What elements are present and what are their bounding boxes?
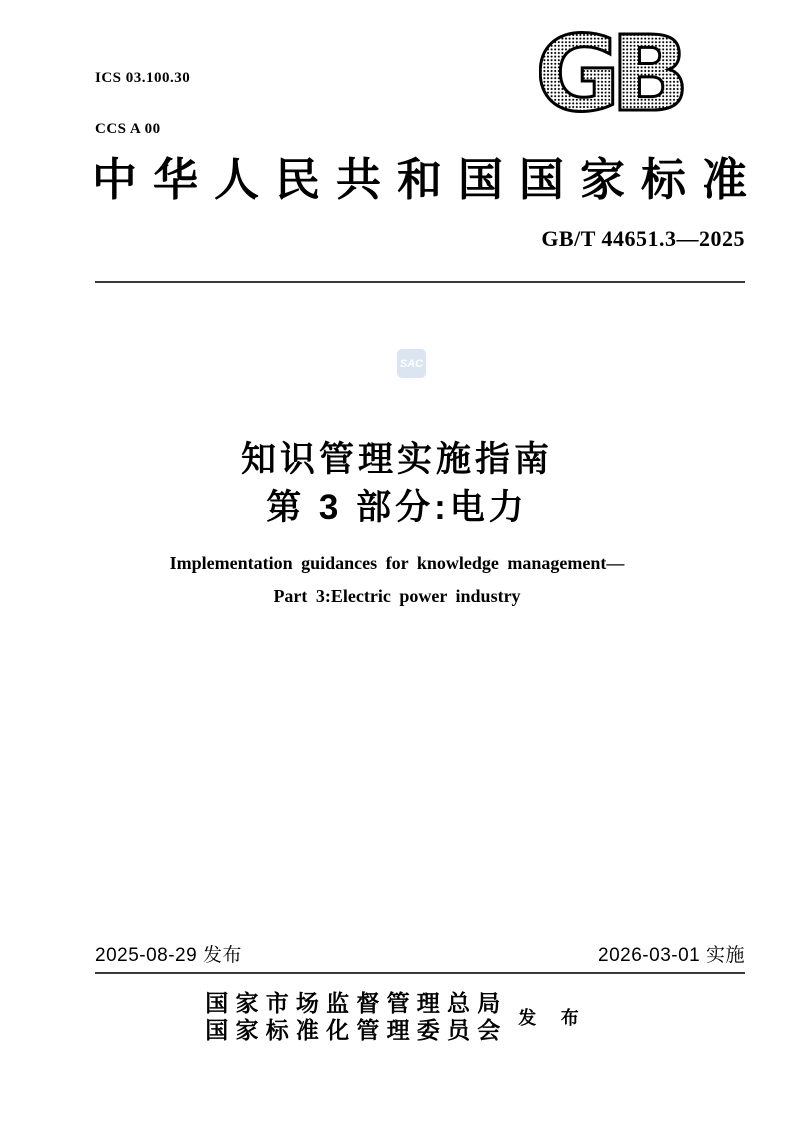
- publisher-line1: 国家市场监督管理总局: [205, 991, 501, 1016]
- sac-watermark: [397, 349, 426, 378]
- standard-number: GB/T 44651.3—2025: [541, 226, 745, 251]
- gb-logo: [539, 26, 707, 123]
- national-standard-title: 中华人民共和国国家标准: [92, 155, 747, 205]
- top-divider: [95, 281, 745, 283]
- gb-logo-glyph: GB: [539, 26, 680, 118]
- doc-title-cn-line2: 第 3 部分:电力: [266, 488, 528, 527]
- ccs-code: CCS A 00: [95, 121, 161, 137]
- implement-date: 2026-03-01 实施: [598, 945, 745, 966]
- ics-code: ICS 03.100.30: [95, 70, 191, 86]
- publisher-block: [0, 990, 794, 1044]
- bottom-divider: [95, 972, 745, 974]
- sac-watermark-text: SAC: [399, 357, 424, 370]
- publisher-line2: 国家标准化管理委员会: [205, 1018, 501, 1043]
- date-row: [95, 940, 745, 967]
- publish-label: 发 布: [518, 1008, 589, 1028]
- publisher-names: [205, 990, 500, 1044]
- doc-title-en-line1: Implementation guidances for knowledge management—: [169, 553, 625, 573]
- doc-title-cn-line1: 知识管理实施指南: [240, 440, 553, 479]
- doc-title-en-line2: Part 3:Electric power industry: [273, 586, 521, 606]
- issue-date: 2025-08-29 发布: [95, 945, 242, 966]
